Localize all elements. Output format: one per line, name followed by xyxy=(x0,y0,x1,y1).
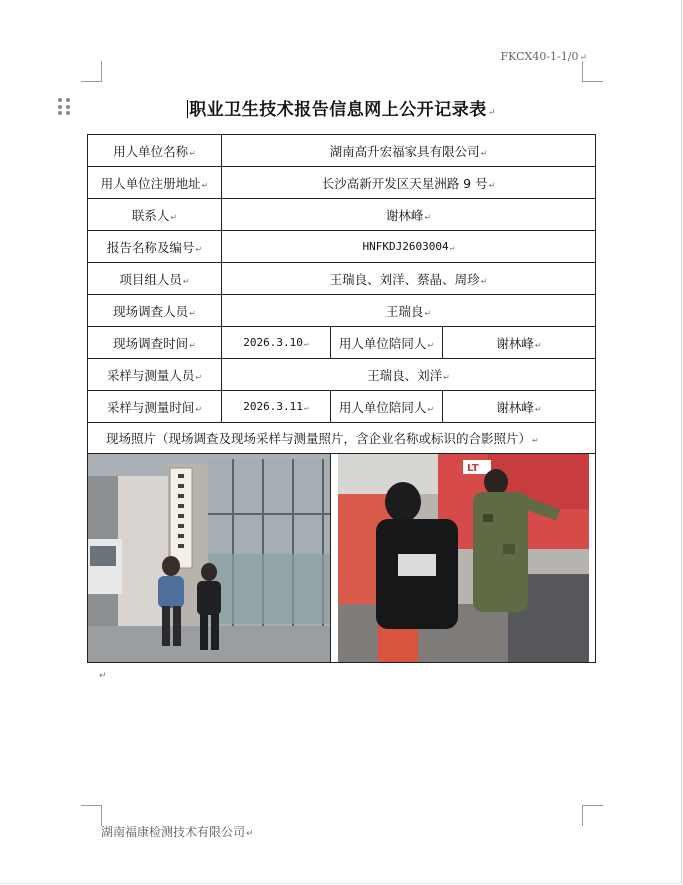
record-table[interactable] xyxy=(87,134,596,663)
value-cell[interactable]: 湖南高升宏福家具有限公司↵ xyxy=(222,135,596,167)
photo-group-at-company-sign[interactable] xyxy=(88,454,330,662)
table-row xyxy=(88,167,596,199)
label-cell[interactable]: 项目组人员↵ xyxy=(88,263,222,295)
date-cell[interactable]: 2026.3.10↵ xyxy=(222,327,331,359)
table-row xyxy=(88,391,596,423)
table-row xyxy=(88,327,596,359)
value-cell[interactable]: 王瑞良、刘洋↵ xyxy=(222,359,596,391)
table-row xyxy=(88,359,596,391)
table-row xyxy=(88,231,596,263)
label-cell[interactable]: 联系人↵ xyxy=(88,199,222,231)
table-row xyxy=(88,423,596,454)
value-cell[interactable]: 谢林峰↵ xyxy=(222,199,596,231)
table-row xyxy=(88,199,596,231)
label-cell[interactable]: 用人单位注册地址↵ xyxy=(88,167,222,199)
label-cell[interactable]: 用人单位陪同人↵ xyxy=(331,327,443,359)
photo-row xyxy=(88,454,596,663)
document-title: 职业卫生技术报告信息网上公开记录表↵ xyxy=(189,100,496,120)
crop-mark-bottom-right xyxy=(582,805,603,826)
value-cell[interactable]: 王瑞良、刘洋、蔡晶、周珍↵ xyxy=(222,263,596,295)
crop-mark-bottom-left xyxy=(81,805,102,826)
value-cell[interactable]: 长沙高新开发区天星洲路 9 号↵ xyxy=(222,167,596,199)
label-cell[interactable]: 用人单位名称↵ xyxy=(88,135,222,167)
footer-company-name: 湖南福康检测技术有限公司↵ xyxy=(101,825,254,839)
value-cell[interactable]: 谢林峰↵ xyxy=(443,391,596,423)
value-cell[interactable]: 王瑞良↵ xyxy=(222,295,596,327)
value-cell[interactable]: HNFKDJ2603004↵ xyxy=(222,231,596,263)
label-cell[interactable]: 用人单位陪同人↵ xyxy=(331,391,443,423)
document-code: FKCX40-1-1/0↵ xyxy=(500,50,587,63)
photo-on-site-sampling[interactable] xyxy=(331,454,595,662)
label-cell[interactable]: 采样与测量时间↵ xyxy=(88,391,222,423)
label-cell[interactable]: 报告名称及编号↵ xyxy=(88,231,222,263)
photo-sampling-image xyxy=(338,454,589,662)
label-cell[interactable]: 现场调查时间↵ xyxy=(88,327,222,359)
photos-label-cell[interactable]: 现场照片（现场调查及现场采样与测量照片，含企业名称或标识的合影照片）↵ xyxy=(88,423,596,454)
table-row xyxy=(88,263,596,295)
table-row xyxy=(88,135,596,167)
date-cell[interactable]: 2026.3.11↵ xyxy=(222,391,331,423)
label-cell[interactable]: 采样与测量人员↵ xyxy=(88,359,222,391)
value-cell[interactable]: 谢林峰↵ xyxy=(443,327,596,359)
photo-cell-left[interactable] xyxy=(88,454,331,663)
photo-group-image xyxy=(88,454,330,662)
svg-text:LT: LT xyxy=(466,463,479,474)
crop-mark-top-right xyxy=(582,61,603,82)
crop-mark-top-left xyxy=(81,61,102,82)
empty-paragraph: ↵ xyxy=(99,671,107,681)
photo-cell-right[interactable] xyxy=(331,454,596,663)
label-cell[interactable]: 现场调查人员↵ xyxy=(88,295,222,327)
table-row xyxy=(88,295,596,327)
